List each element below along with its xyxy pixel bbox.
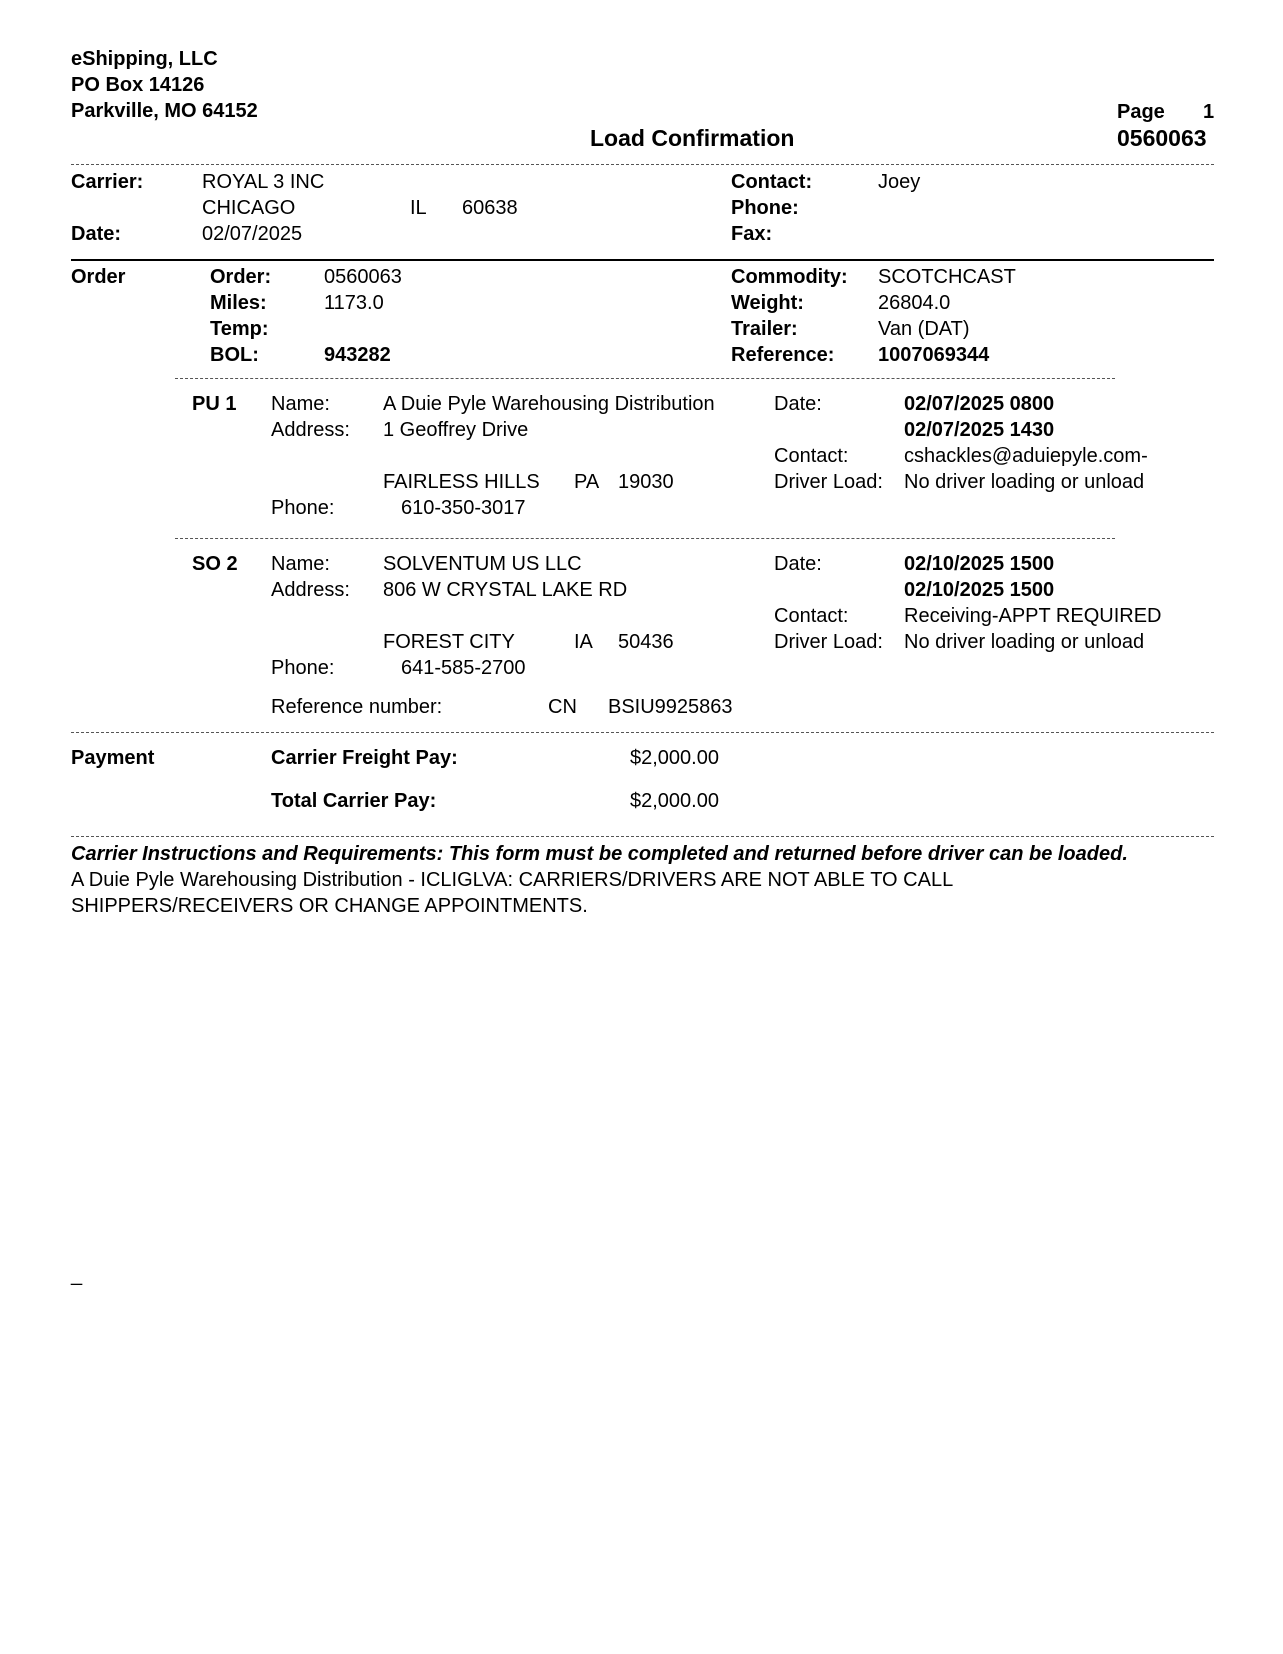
commodity-value: SCOTCHCAST (878, 266, 1016, 288)
stop-date-label: Date: (774, 393, 822, 415)
divider (71, 164, 1214, 165)
carrier-label: Carrier: (71, 171, 144, 193)
trailer-value: Van (DAT) (878, 318, 970, 340)
stop-contact: cshackles@aduiepyle.com- (904, 445, 1148, 467)
instructions-line1: A Duie Pyle Warehousing Distribution - ICLIGLVA: CARRIERS/DRIVERS ARE NOT ABLE TO CALL (71, 869, 954, 891)
reference-number-label: Reference number: (271, 696, 443, 718)
order-section-label: Order (71, 266, 126, 288)
stop-driver-load: No driver loading or unload (904, 471, 1145, 493)
total-pay-value: $2,000.00 (630, 790, 719, 812)
company-name: eShipping, LLC (71, 48, 218, 70)
stop-name: A Duie Pyle Warehousing Distribution (383, 393, 715, 415)
stop-date-label: Date: (774, 553, 822, 575)
stop-address-label: Address: (271, 579, 350, 601)
section-divider (71, 259, 1214, 261)
stop-name: SOLVENTUM US LLC (383, 553, 582, 575)
stop-driver-load-label: Driver Load: (774, 631, 883, 653)
divider (71, 836, 1214, 837)
divider (71, 732, 1214, 733)
divider (175, 378, 1115, 379)
stop-name-label: Name: (271, 553, 330, 575)
freight-pay-label: Carrier Freight Pay: (271, 747, 458, 769)
stop-phone: 610-350-3017 (401, 497, 526, 519)
stop-contact: Receiving-APPT REQUIRED (904, 605, 1162, 627)
carrier-date-label: Date: (71, 223, 122, 245)
stop-driver-load: No driver loading or unload (904, 631, 1145, 653)
company-address-line2: Parkville, MO 64152 (71, 100, 258, 122)
weight-value: 26804.0 (878, 292, 951, 314)
stop-state: IA (574, 631, 593, 653)
stop-address: 1 Geoffrey Drive (383, 419, 529, 441)
freight-pay-value: $2,000.00 (630, 747, 719, 769)
carrier-date: 02/07/2025 (202, 223, 303, 245)
company-address-line1: PO Box 14126 (71, 74, 205, 96)
page-number: 1 (1203, 101, 1215, 123)
temp-label: Temp: (210, 318, 269, 340)
bol-value: 943282 (324, 344, 391, 366)
miles-value: 1173.0 (324, 292, 384, 314)
stop-date-start: 02/07/2025 0800 (904, 393, 1055, 415)
contact-value: Joey (878, 171, 921, 193)
contact-label: Contact: (731, 171, 813, 193)
instructions-line2: SHIPPERS/RECEIVERS OR CHANGE APPOINTMENTS. (71, 895, 588, 917)
stop-name-label: Name: (271, 393, 330, 415)
stop-code: PU 1 (192, 393, 237, 415)
reference-value: 1007069344 (878, 344, 990, 366)
stop-contact-label: Contact: (774, 445, 849, 467)
reference-number-value: BSIU9925863 (608, 696, 733, 718)
carrier-state: IL (410, 197, 427, 219)
stop-address: 806 W CRYSTAL LAKE RD (383, 579, 628, 601)
stop-phone-label: Phone: (271, 497, 335, 519)
total-pay-label: Total Carrier Pay: (271, 790, 437, 812)
stop-phone-label: Phone: (271, 657, 335, 679)
divider (175, 538, 1115, 539)
stop-date-end: 02/07/2025 1430 (904, 419, 1055, 441)
stop-zip: 19030 (618, 471, 674, 493)
stop-date-start: 02/10/2025 1500 (904, 553, 1055, 575)
carrier-zip: 60638 (462, 197, 518, 219)
carrier-name: ROYAL 3 INC (202, 171, 325, 193)
footer-mark: _ (71, 1264, 83, 1286)
stop-contact-label: Contact: (774, 605, 849, 627)
document-number: 0560063 (1117, 125, 1207, 151)
payment-section-label: Payment (71, 747, 155, 769)
instructions-heading: Carrier Instructions and Requirements: This form must be completed and returned before driver can be loaded. (71, 843, 1128, 865)
stop-city: FOREST CITY (383, 631, 515, 653)
order-number: 0560063 (324, 266, 402, 288)
document-title: Load Confirmation (590, 125, 795, 151)
fax-label: Fax: (731, 223, 773, 245)
stop-code: SO 2 (192, 553, 238, 575)
page-label: Page (1117, 101, 1165, 123)
stop-phone: 641-585-2700 (401, 657, 526, 679)
stop-state: PA (574, 471, 600, 493)
stop-address-label: Address: (271, 419, 350, 441)
bol-label: BOL: (210, 344, 259, 366)
miles-label: Miles: (210, 292, 267, 314)
stop-date-end: 02/10/2025 1500 (904, 579, 1055, 601)
reference-label: Reference: (731, 344, 835, 366)
commodity-label: Commodity: (731, 266, 848, 288)
trailer-label: Trailer: (731, 318, 798, 340)
stop-city: FAIRLESS HILLS (383, 471, 540, 493)
reference-number-type: CN (548, 696, 577, 718)
phone-label: Phone: (731, 197, 799, 219)
weight-label: Weight: (731, 292, 804, 314)
stop-driver-load-label: Driver Load: (774, 471, 883, 493)
carrier-city: CHICAGO (202, 197, 296, 219)
order-label: Order: (210, 266, 272, 288)
stop-zip: 50436 (618, 631, 674, 653)
